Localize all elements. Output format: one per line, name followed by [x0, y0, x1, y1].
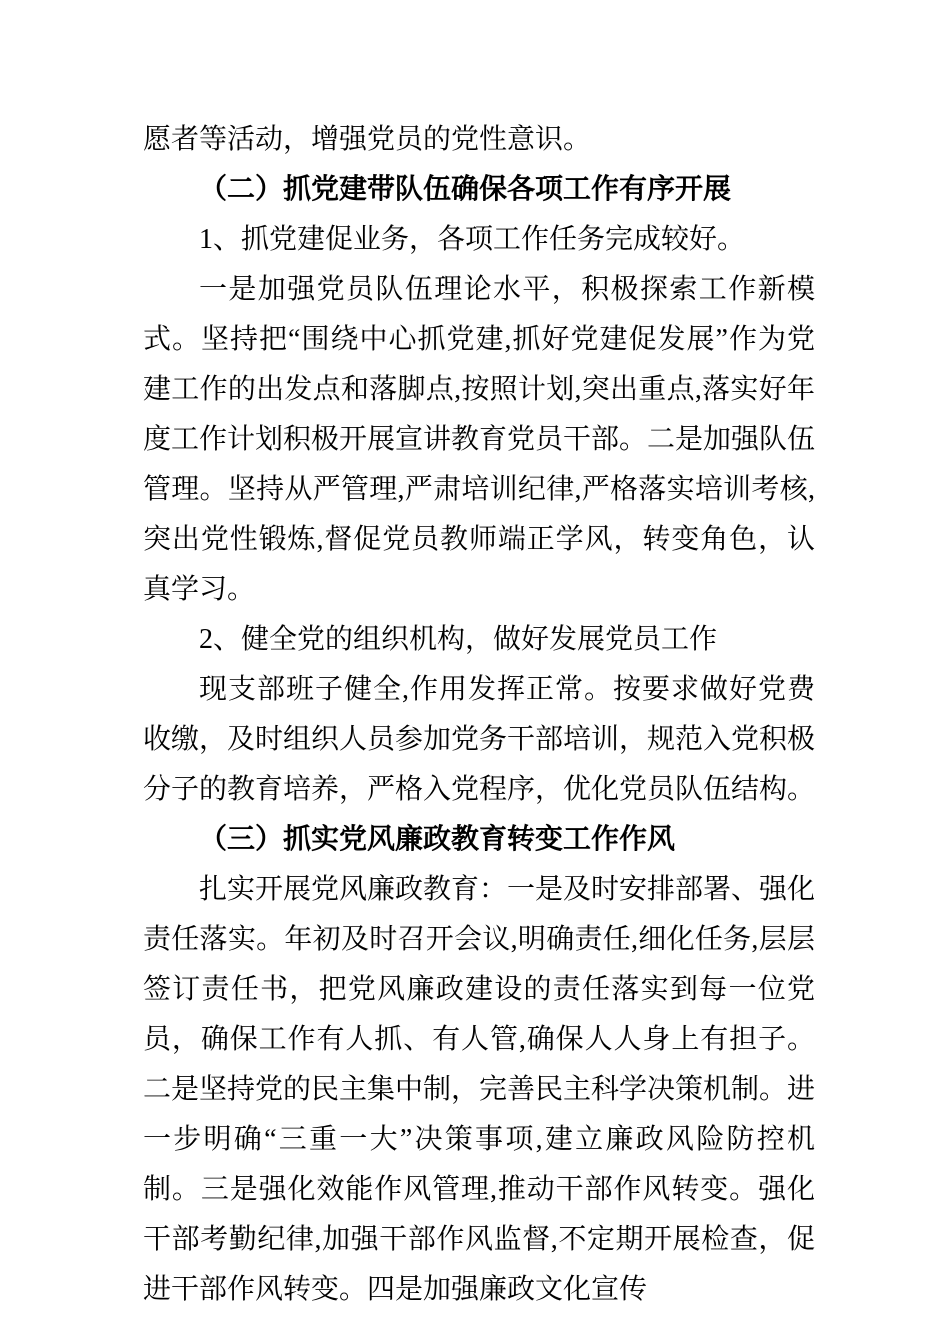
paragraph-continuation: 愿者等活动，增强党员的党性意识。: [143, 124, 592, 155]
paragraph-body-2: 现支部班子健全,作用发挥正常。按要求做好党费收缴，及时组织人员参加党务干部培训，规范入党积极分子的教育培养，严格入党程序，优化党员队伍结构。: [143, 674, 816, 805]
paragraph-body-1: 一是加强党员队伍理论水平，积极探索工作新模式。坚持把“围绕中心抓党建,抓好党建促发展”作为党建工作的出发点和落脚点,按照计划,突出重点,落实好年度工作计划积极开展宣讲教育党员干部。二是加强队伍管理。坚持从严管理,严肃培训纪律,严格落实培训考核,突出党性锻炼,督促党员教师端正学风，转变角色，认真学习。: [143, 274, 816, 605]
section-heading-three: （三）抓实党风廉政教育转变工作作风: [199, 824, 676, 855]
document-body: [143, 115, 815, 1315]
section-heading-two: （二）抓党建带队伍确保各项工作有序开展: [199, 174, 732, 205]
paragraph-body-3: 扎实开展党风廉政教育：一是及时安排部署、强化责任落实。年初及时召开会议,明确责任,细化任务,层层签订责任书，把党风廉政建设的责任落实到每一位党员，确保工作有人抓、有人管,确保人人身上有担子。二是坚持党的民主集中制，完善民主科学决策机制。进一步明确“三重一大”决策事项,建立廉政风险防控机制。三是强化效能作风管理,推动干部作风转变。强化干部考勤纪律,加强干部作风监督,不定期开展检查，促进干部作风转变。四是加强廉政文化宣传: [143, 874, 816, 1305]
numbered-item-2: 2、健全党的组织机构，做好发展党员工作: [199, 624, 718, 655]
numbered-item-1: 1、抓党建促业务，各项工作任务完成较好。: [199, 224, 746, 255]
